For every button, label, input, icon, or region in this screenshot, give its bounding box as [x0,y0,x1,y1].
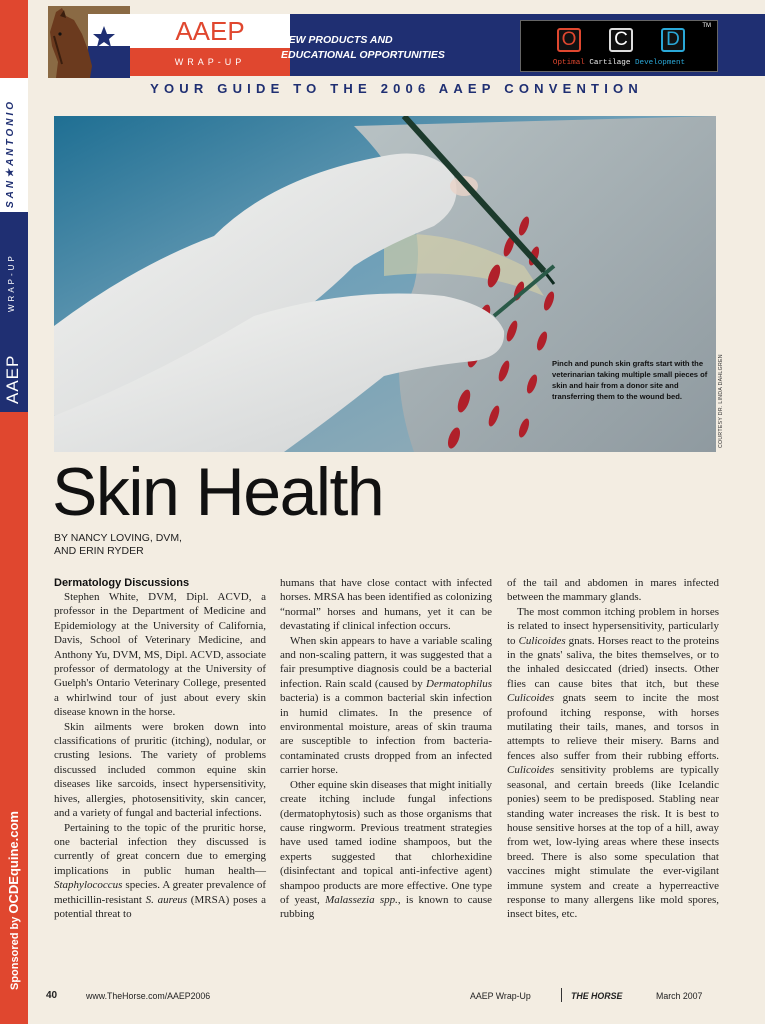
ocd-letter-d: D [661,28,685,52]
text-run: Other equine skin diseases that might initially create itching include fungal infections (dermatophytosis) such as those organisms that cause ringworm. Previous treatment strategies have used tamed iodine shampoos, but the experts suggested that chlorhexidine (disinfectant and topical anti-infective agent) shampoo products are more effective. One type of yeast, [280,778,492,906]
paragraph [54,821,266,922]
italic-term: Culicoides [507,764,555,777]
photo-caption: Pinch and punch skin grafts start with the veterinarian taking multiple small pieces of skin and hair from a donor site and transferring them to the wound bed. [552,359,708,401]
sidebar-sponsor[interactable] [6,811,21,990]
section-subhead: Dermatology Discussions [54,577,190,589]
tagline-line2: EDUCATIONAL OPPORTUNITIES [281,49,445,61]
sidebar-wrap-up: WRAP-UP [7,253,16,312]
page-number: 40 [46,990,58,1001]
page-header [28,0,765,78]
ocd-word-cartilage: Cartilage [589,59,631,67]
text-run: gnats seem to incite the most profound itching response, with horses mutilating their tails, manes, and torsos in attempts to relieve their misery. Barns and fences also suffer from their rubbing efforts. [507,692,719,762]
article-column-2 [280,576,492,922]
new-products-tagline [281,33,445,63]
byline-line2: AND ERIN RYDER [54,545,144,557]
italic-term: S. aureus [145,893,188,906]
photo-credit: COURTESY DR. LINDA DAHLGREN [718,354,724,448]
horse-flag-logo [48,6,130,78]
italic-term: Culicoides [518,634,566,647]
text-run: When skin appears to have a variable scaling and non-scaling pattern, it was suggested that a fair presumptive diagnosis could be a bacterial infection. Rain scald (caused by [280,634,492,690]
italic-term: Dermatophilus [426,677,492,690]
sidebar-red-top [0,0,28,78]
text-run: sensitivity problems are typically seasonal, and certain breeds (like Icelandic ponies) seem to be predisposed. Stabling near standing water increases the risk. It is best to house sensitive horses at the top of a hill, away from wet, low-lying areas where these insects breed. There is also some speculation that vaccines might stimulate the ever-vigilant immune system and create a hyperreactive response to many allergens like mold spores, insect bites, etc. [507,764,719,921]
sidebar-san-antonio: SAN★ANTONIO [5,98,16,208]
aaep-badge-title: AAEP [130,14,290,48]
article-byline [54,532,182,558]
ocd-trademark: TM [702,23,711,29]
ocd-word-optimal: Optimal [552,59,585,67]
byline-line1: BY NANCY LOVING, DVM, [54,532,182,544]
footer-section: AAEP Wrap-Up [470,991,531,1001]
text-run: species. A greater prevalence of methicillin-resistant [54,879,266,906]
footer-date: March 2007 [656,991,703,1001]
aaep-badge-subtitle: WRAP-UP [130,48,290,76]
paragraph [507,605,719,922]
paragraph: humans that have close contact with infected horses. MRSA has been identified as colonizing “normal” horses and humans, yet it can be devastating if clinical infection occurs. [280,577,492,633]
left-sidebar [0,0,28,1024]
footer-magazine: THE HORSE [571,991,623,1001]
text-run: , is known to cause rubbing [280,893,493,921]
sponsor-prefix: Sponsored by [9,913,21,990]
article-column-1 [54,576,266,921]
ocd-ad-logo[interactable] [520,20,718,72]
article-column-3 [507,576,719,922]
text-run: bacteria) is a common bacterial skin infection in humid climates. In the presence of environmental moisture, areas of skin trauma are susceptible to infection from bacteria-contaminated crusts dropped from an infected carrier horse. [280,692,492,777]
page-footer [28,988,765,1008]
footer-url-link[interactable]: www.TheHorse.com/AAEP2006 [86,991,211,1001]
italic-term: Malassezia spp. [325,893,398,906]
paragraph [280,634,492,778]
paragraph: of the tail and abdomen in mares infected between the mammary glands. [507,577,719,604]
italic-term: Staphylococcus [54,879,123,892]
text-run: Pertaining to the topic of the pruritic horse, one bacterial infection they discussed is currently of great concern due to emerging implications in public human health— [54,821,266,877]
convention-guide-banner: YOUR GUIDE TO THE 2006 AAEP CONVENTION [150,81,643,96]
article-title: Skin Health [52,454,384,530]
ocd-word-development: Development [634,59,686,67]
text-run: The most common itching problem in horses is related to insect hypersensitivity, particularly to [507,605,719,647]
paragraph: Stephen White, DVM, Dipl. ACVD, a professor in the Department of Medicine and Epidemiology at the University of California, Davis, School of Veterinary Medicine, and Anthony Yu, DVM, MS, Dipl. ACVD, associate professor of dermatology at the University of Guelph's Ontario Veterinary College, presented a whirlwind tour of just about every skin disease known in the horse. [54,591,266,719]
sidebar-aaep: AAEP [3,354,22,404]
paragraph: Skin ailments were broken down into classifications of pruritic (itching), nodular, or crusting lesions. The variety of problems discussed included common equine skin diseases like sarcoids, insect hypersensitivity, hives, allergies, photosensitivity, skin cancer, and a variety of fungal and bacterial infections. [54,720,266,820]
italic-term: Culicoides [507,692,555,705]
tagline-line1: NEW PRODUCTS AND [281,34,393,46]
aaep-wrapup-badge [130,14,290,76]
text-run: gnats. Horses react to the proteins in the gnats' saliva, the bites themselves, or to the inhaled desiccated (dried) insects. Other flies can cause bites that itch, but these [507,634,720,690]
sponsor-link[interactable]: OCDEquine.com [6,811,21,914]
ocd-letter-o: O [557,28,581,52]
ocd-tagline [521,59,717,67]
ocd-letter-c: C [609,28,633,52]
footer-divider [561,988,562,1002]
text-run: (MRSA) poses a potential threat to [54,893,266,920]
paragraph [280,778,492,922]
